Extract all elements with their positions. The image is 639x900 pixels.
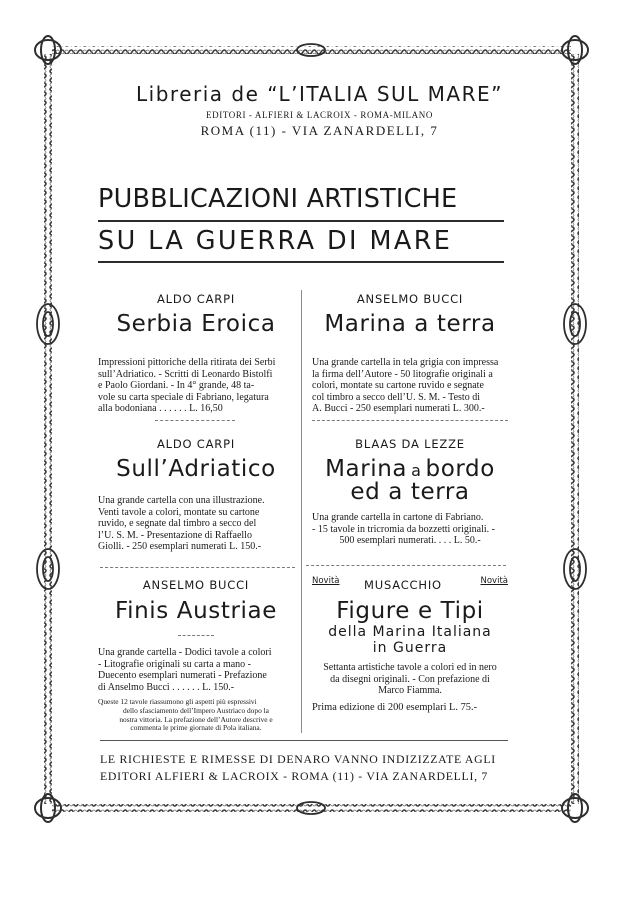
description-line: - 15 tavole in tricromia da bozzetti originali. - [312,523,495,535]
book-subtitle: in Guerra [372,640,448,656]
description-line: Venti tavole a colori, montate su cartone [98,506,260,518]
description [98,647,294,693]
description-line: ruvido, e segnate dal timbro a secco del [98,518,257,530]
description-line: A. Bucci - 250 esemplari numerati L. 300.- [312,403,485,415]
book-title-line2: ed a terra [350,479,470,505]
listing-figure-e-tipi [312,576,508,713]
novita-badge: Novità [312,576,340,586]
description-line: alla bodoniana . . . . . . L. 16,50 [98,403,223,415]
description [312,512,508,547]
book-title: Sull’Adriatico [116,456,276,482]
book-title: Marina a bordo [325,456,495,482]
address-line: ROMA (11) - VIA ZANARDELLI, 7 [200,123,439,138]
description [312,357,508,415]
book-title: Serbia Eroica [116,311,276,337]
author: ALDO CARPI [156,292,236,306]
description-line: l’U. S. M. - Presentazione di Raffaello [98,529,252,541]
description-line: Una grande cartella con una illustrazione. [98,495,265,506]
description-line: da disegni originali. - Con prefazione di [330,673,490,685]
edition-line: Prima edizione di 200 esemplari L. 75.- [312,701,478,713]
description-line: la firma dell’Autore - 50 litografie originali a [312,368,493,380]
listing-marina-a-terra [312,292,508,415]
description [98,357,294,415]
note [98,698,294,732]
note-line: nostra vittoria. La prefazione dell’Autore descrive e [119,714,273,724]
description-line: Marco Fiamma. [378,685,442,697]
author: ALDO CARPI [156,437,236,451]
bookstore-name: Libreria de “L’ITALIA SUL MARE” [136,82,503,106]
listing-finis-austriae [98,578,294,733]
listing-marina-a-bordo [312,437,508,547]
author: ANSELMO BUCCI [356,292,464,306]
note-line: commenta le prime giornate di Pola italiana. [130,723,262,733]
main-title-line2: SU LA GUERRA DI MARE [98,226,453,256]
description-line: Una grande cartella in tela grigia con impressa [312,357,499,368]
note-line: dello sfasciamento dell’Impero Austriaco dopo la [123,705,269,715]
description-line: Una grande cartella in cartone di Fabriano. [312,512,484,523]
description-line: Giolli. - 250 esemplari numerati L. 150.- [98,541,262,553]
separator [155,420,235,422]
description-line: colori, montate su cartone ruvido e segnate [312,380,484,392]
listing-sull-adriatico [98,437,294,553]
footer-line2: EDITORI ALFIERI & LACROIX - ROMA (11) - VIA ZANARDELLI, 7 [100,769,488,783]
description [312,662,508,697]
description-line: Impressioni pittoriche della ritirata dei Serbi [98,357,276,368]
description-line: col timbro a secco dell’U. S. M. - Testo di [312,391,480,403]
footer-rule [100,740,508,741]
description-line: Settanta artistiche tavole a colori ed in nero [323,662,497,673]
description [98,495,294,553]
note-line: Queste 12 tavole riassumono gli aspetti più espressivi [98,697,257,707]
description-line: e Paolo Giordani. - In 4° grande, 48 ta- [98,380,255,392]
listing-serbia-eroica [98,292,294,415]
novita-badge: Novità [480,576,508,586]
publishers-line: EDITORI - ALFIERI & LACROIX - ROMA-MILANO [206,110,433,120]
main-title-line1: PUBBLICAZIONI ARTISTICHE [98,184,458,214]
novita-row [312,576,508,592]
book-title: Finis Austriae [114,598,277,624]
description-line: di Anselmo Bucci . . . . . . L. 150.- [98,681,235,693]
separator [312,420,508,422]
description-line: - Litografie originali su carta a mano - [98,658,251,670]
author: BLAAS DA LEZZE [355,437,465,451]
description-line: Duecento esemplari numerati - Prefazione [98,670,267,682]
footer-line1: LE RICHIESTE E RIMESSE DI DENARO VANNO INDIZIZZATE AGLI [100,752,496,766]
author: ANSELMO BUCCI [142,578,250,592]
separator [178,635,214,637]
book-subtitle: della Marina Italiana [328,624,492,640]
column-divider [301,290,302,733]
description-line: 500 esemplari numerati. . . . L. 50.- [339,535,481,547]
separator [306,565,506,567]
book-title: Figure e Tipi [336,598,484,624]
description-line: Una grande cartella - Dodici tavole a colori [98,647,272,658]
description-line: sull’Adriatico. - Scritti di Leonardo Bistolfi [98,368,273,380]
separator [100,567,295,569]
author: MUSACCHIO [364,578,442,592]
title-rule-2 [98,261,504,263]
description-line: vole su carta speciale di Fabriano, legatura [98,391,269,403]
book-title: Marina a terra [324,311,496,337]
title-rule-1 [98,220,504,222]
